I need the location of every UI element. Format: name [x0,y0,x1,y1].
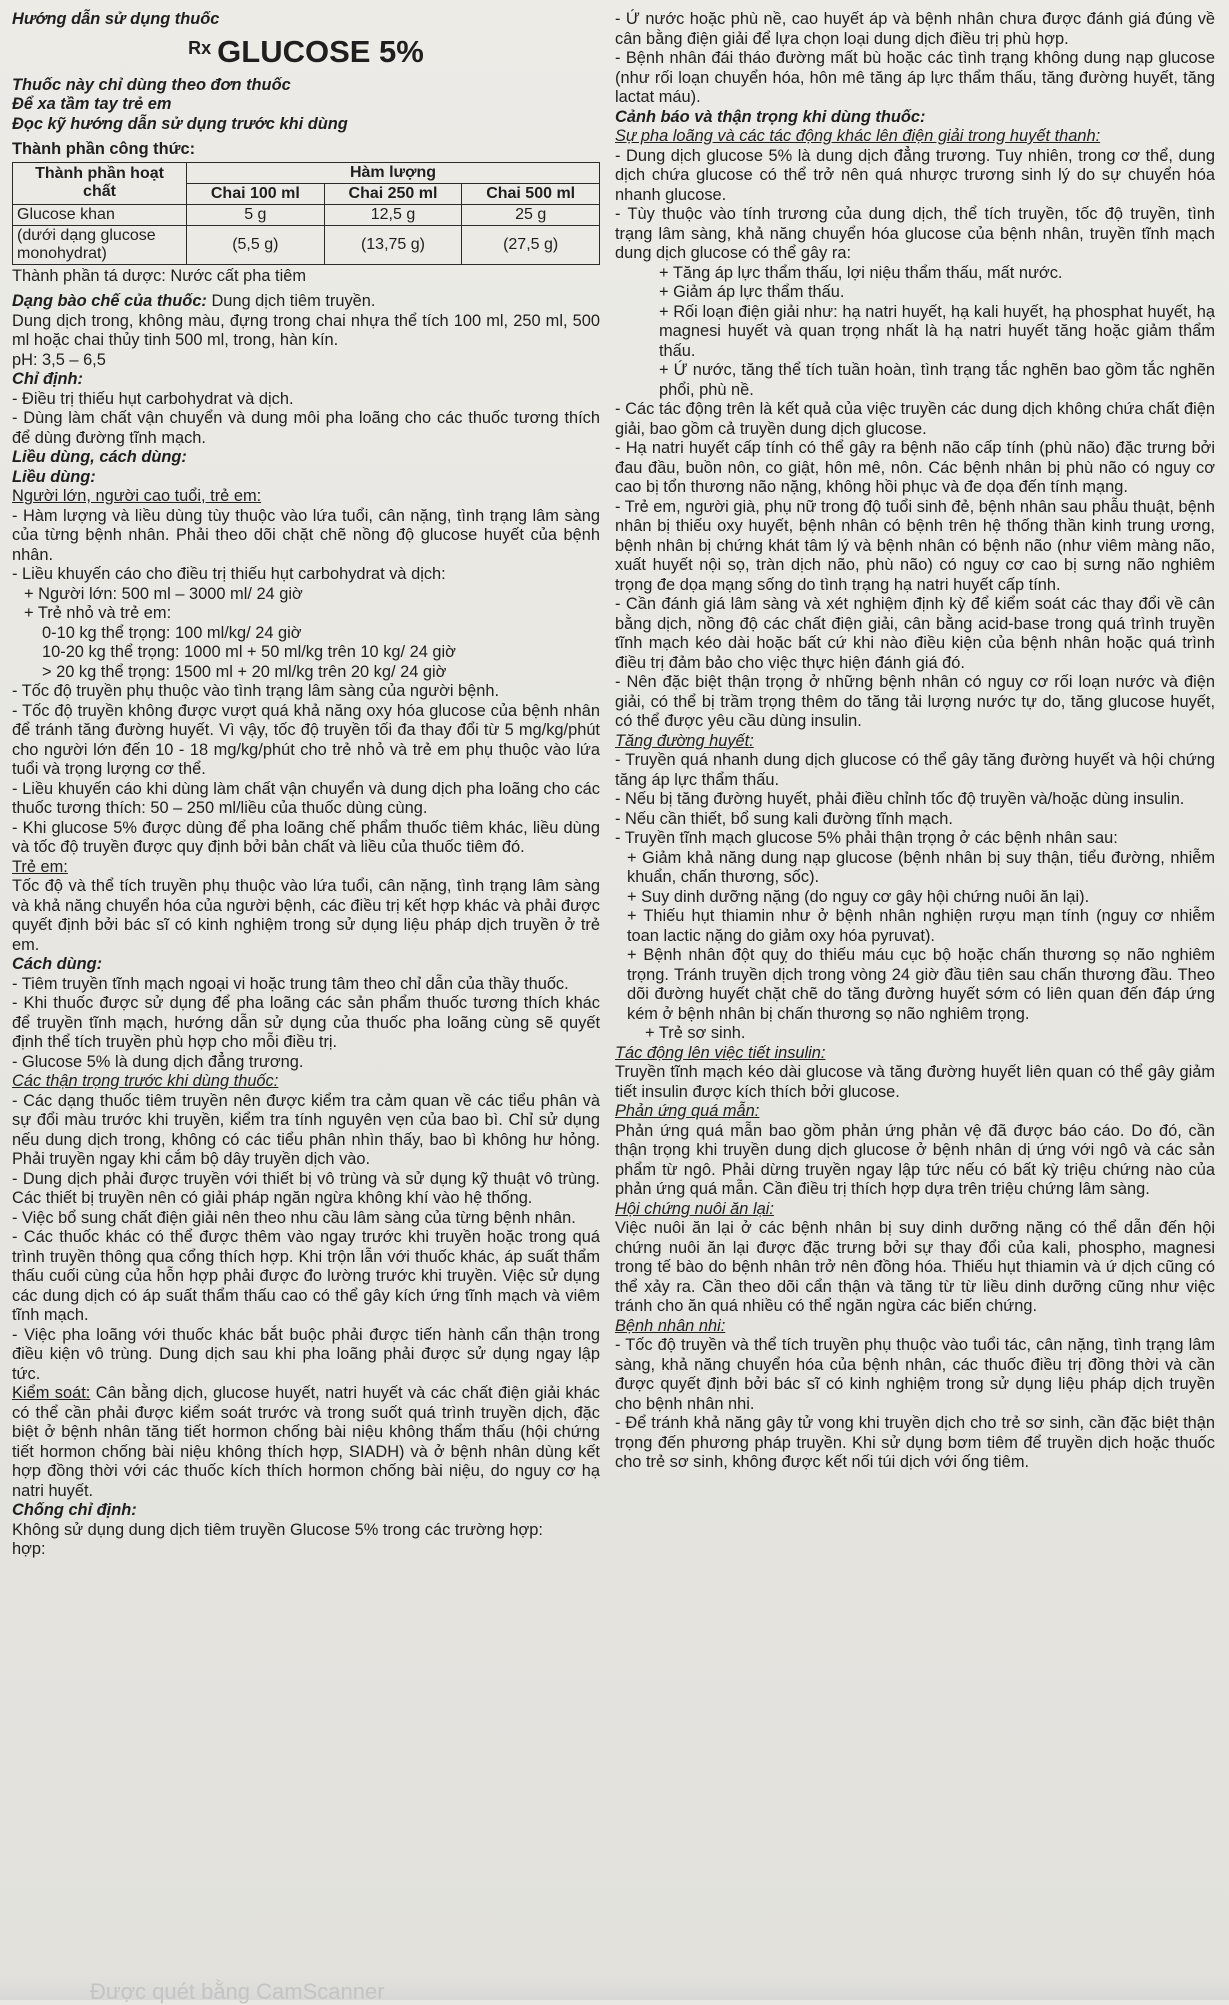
precaution-5: - Việc pha loãng với thuốc khác bắt buộc phải được tiến hành cẩn thận trong điều kiện vô trùng. Dung dịch sau khi pha loãng phải được sử dụng ngay lập tức. [12,1325,600,1383]
hyper-9: + Trẻ sơ sinh. [645,1024,746,1042]
pediatric-heading: Bệnh nhân nhi: [615,1316,726,1335]
scanner-footer [0,1975,1229,2004]
adult-heading: Người lớn, người cao tuổi, trẻ em: [12,487,262,505]
excipient: Thành phần tá dược: Nước cất pha tiêm [12,266,306,285]
admin-heading: Cách dùng: [12,955,103,973]
prescription-warning: Thuốc này chỉ dùng theo đơn thuốc [12,75,291,94]
cut-label: hợp: [12,1540,46,1558]
pediatric-1: - Tốc độ truyền và thể tích truyền phụ thuộc vào tuổi tác, cân nặng, tình trạng lâm sàng, khả năng chuyển hóa của bệnh nhân, các thuốc điều trị đồng thời và cần được quyết định bởi bác sĩ có kinh nghiệm trong sử dụng liệu pháp dịch truyền cho bệnh nhân nhi. [615,1336,1215,1413]
precaution-heading: Các thận trọng trước khi dùng thuốc: [12,1072,279,1090]
contra-2: - Bệnh nhân đái tháo đường mất bù hoặc các tình trạng không dung nạp glucose (như rối loạn chuyển hóa, hôn mê tăng áp lực thẩm thấu, tăng đường huyết, tăng lactat máu). [615,49,1215,106]
indication-2: - Dùng làm chất vận chuyển và dung môi pha loãng cho các thuốc tương thích để dùng đường tĩnh mạch. [12,409,600,447]
precaution-4: - Các thuốc khác có thể được thêm vào ngay trước khi truyền hoặc trong quá trình truyền thông qua cổng thích hợp. Khi trộn lẫn với thuốc khác, áp suất thẩm thấu cuối cùng của hỗn hợp phải được đo lường trước khi truyền. Việc sử dụng các dung dịch có áp suất thẩm thấu cao có thể gây kích ứng tĩnh mạch và viêm tĩnh mạch. [12,1228,600,1324]
table-row [13,225,600,264]
insulin-text: Truyền tĩnh mạch kéo dài glucose và tăng đường huyết liên quan có thể gây giảm tiết insulin được kích thích bởi glucose. [615,1063,1215,1101]
warn-3: + Tăng áp lực thẩm thấu, lợi niệu thẩm thấu, mất nước. [659,263,1063,282]
control-text: Cân bằng dịch, glucose huyết, natri huyết và các chất điện giải khác có thể cần phải được kiểm soát trước và trong suốt quá trình truyền dịch, đặc biệt ở bệnh nhân tăng tiết hormon chống bài niệu không thẩm thấu (hội chứng tiết hormon chống bài niệu không thích hợp, SIADH) và ở bệnh nhân dùng kết hợp đồng thời với các thuốc kích thích hormon chống bài niệu, do nguy cơ hạ natri huyết. [12,1384,601,1500]
warning-heading: Cảnh báo và thận trọng khi dùng thuốc: [615,107,926,126]
admin-2: - Khi thuốc được sử dụng để pha loãng các sản phẩm thuốc tương thích khác để truyền tĩnh mạch, hướng dẫn sử dụng của thuốc pha loãng cùng sẽ quyết định thể tích truyền phù hợp cho mỗi điều trị. [12,994,600,1051]
precaution-2: - Dung dịch phải được truyền với thiết bị vô trùng và sử dụng kỹ thuật vô trùng. Các thiết bị truyền nên có giải pháp ngăn ngừa không khí vào hệ thống. [12,1169,600,1207]
admin-1: - Tiêm truyền tĩnh mạch ngoại vi hoặc trung tâm theo chỉ dẫn của thầy thuốc. [12,974,569,993]
hyper-2: - Nếu bị tăng đường huyết, phải điều chỉnh tốc độ truyền và/hoặc dùng insulin. [615,790,1185,808]
ph: pH: 3,5 – 6,5 [12,350,106,369]
dosage-form [12,292,600,312]
hyper-4: - Truyền tĩnh mạch glucose 5% phải thận trọng ở các bệnh nhân sau: [615,829,1118,847]
hyper-5: + Giảm khả năng dung nạp glucose (bệnh nhân bị suy thận, tiểu đường, nhiễm khuẩn, chấn thương, sốc). [627,848,1215,886]
warn-11: - Nên đặc biệt thận trọng ở những bệnh nhân có nguy cơ rối loạn nước và điện giải, có thể bị trầm trọng thêm do tăng tải lượng nước tự do, tăng glucose huyết, có thể được yêu cầu dùng insulin. [615,673,1215,730]
warn-2: - Tùy thuộc vào tính trương của dung dịch, thể tích truyền, tốc độ truyền, tình trạng lâm sàng, khả năng chuyển hóa glucose của bệnh nhân, truyền tĩnh mạch dung dịch glucose có thể gây ra: [615,205,1215,262]
read-warning: Đọc kỹ hướng dẫn sử dụng trước khi dùng [12,114,348,133]
cell: 12,5 g [324,204,462,225]
cell: 5 g [187,204,325,225]
dose-2: - Liều khuyến cáo cho điều trị thiếu hụt carbohydrat và dịch: [12,565,446,583]
hyper-8: + Bệnh nhân đột quỵ do thiếu máu cục bộ hoặc chấn thương sọ não nghiêm trọng. Tránh truyền dịch trong vòng 24 giờ đầu tiên sau chấn thương đầu. Theo dõi đường huyết chặt chẽ do tăng đường huyết sớm có liên quan đến đáp ứng kém ở bệnh nhân bị chấn thương sọ não nghiêm trọng. [627,946,1215,1023]
refeeding-text: Việc nuôi ăn lại ở các bệnh nhân bị suy dinh dưỡng nặng có thể dẫn đến hội chứng nuôi ăn lại được đặc trưng bởi sự thay đổi của kali, phospho, magnesi trong tế bào do bệnh nhân trở nên đồng hóa. Thiếu hụt thiamin và ứ dịch cũng có thể xảy ra. Cần theo dõi cẩn thận và tăng từ từ liều dinh dưỡng cũng như việc tránh cho ăn quá nhiều có thể ngăn ngừa các biến chứng. [615,1219,1215,1315]
table-row [13,204,600,225]
cell: 25 g [462,204,600,225]
hyperglycemia-heading: Tăng đường huyết: [615,731,754,750]
dose-heading: Liều dùng: [12,467,96,486]
contra-1: - Ứ nước hoặc phù nề, cao huyết áp và bệnh nhân chưa được đánh giá đúng về cân bằng điện giải để lựa chọn loại dung dịch điều trị phù hợp. [615,10,1215,48]
control-label: Kiểm soát: [12,1384,91,1402]
warn-7: - Các tác động trên là kết quả của việc truyền các dung dịch không chứa chất điện giải, bao gồm cả truyền dung dịch glucose. [615,400,1215,438]
refeeding-heading: Hội chứng nuôi ăn lại: [615,1199,774,1218]
dose-7: > 20 kg thể trọng: 1500 ml + 20 ml/kg trên 20 kg/ 24 giờ [42,662,447,681]
dose-1: - Hàm lượng và liều dùng tùy thuộc vào lứa tuổi, cân nặng, tình trạng lâm sàng của từng bệnh nhân. Phải theo dõi chặt chẽ nồng độ glucose huyết của bệnh nhân. [12,506,600,564]
right-column [615,10,1215,1473]
child-heading: Trẻ em: [12,857,68,876]
product-name: GLUCOSE 5% [217,33,424,69]
cell: (13,75 g) [324,225,462,264]
warn-8: - Hạ natri huyết cấp tính có thể gây ra bệnh não cấp tính (phù não) đặc trưng bởi đau đầu, buồn nôn, co giật, hôn mê, nôn. Các bệnh nhân bị phù não có nguy cơ cao bị tổn thương não nặng, không hồi phục và đe dọa đến tính mạng. [615,439,1215,496]
warn-1: - Dung dịch glucose 5% là dung dịch đẳng trương. Tuy nhiên, trong cơ thể, dung dịch chứa glucose có thể trở nên quá nhược trương sinh lý do sự chuyển hóa nhanh glucose. [615,146,1215,204]
contraindication-text: Không sử dụng dung dịch tiêm truyền Glucose 5% trong các trường hợp: [12,1520,543,1539]
col-content: Hàm lượng [187,162,600,183]
dose-9: - Tốc độ truyền không được vượt quá khả năng oxy hóa glucose của bệnh nhân để tránh tăng đường huyết. Vì vậy, tốc độ truyền tối đa thay đổi từ 5 mg/kg/phút cho người lớn đến 10 - 18 mg/kg/phút cho trẻ nhỏ và trẻ em phụ thuộc vào lứa tuổi và trọng lượng cơ thể. [12,701,600,778]
admin-3: - Glucose 5% là dung dịch đẳng trương. [12,1052,304,1071]
dilution-heading: Sự pha loãng và các tác động khác lên điện giải trong huyết thanh: [615,127,1101,145]
left-column [12,10,600,1560]
rx-symbol: Rx [188,37,212,58]
dose-3: + Người lớn: 500 ml – 3000 ml/ 24 giờ [24,584,303,603]
warn-6: + Ứ nước, tăng thể tích tuần hoàn, tình trạng tắc nghẽn bao gồm tắc nghẽn phổi, phù nề. [659,361,1215,399]
dose-4: + Trẻ nhỏ và trẻ em: [24,604,172,622]
hyper-3: - Nếu cần thiết, bổ sung kali đường tĩnh mạch. [615,809,953,828]
child-text: Tốc độ và thể tích truyền phụ thuộc vào lứa tuổi, cân nặng, tình trạng lâm sàng và khả năng chuyển hóa của người bệnh, các điều trị kết hợp khác và phải được quyết định bởi bác sĩ có kinh nghiệm trong sử dụng liệu pháp dịch truyền ở trẻ em. [12,877,600,954]
dose-8: - Tốc độ truyền phụ thuộc vào tình trạng lâm sàng của người bệnh. [12,682,500,700]
control [12,1384,600,1501]
col-500: Chai 500 ml [462,183,600,204]
product-title [12,34,600,70]
hypersensitivity-text: Phản ứng quá mẫn bao gồm phản ứng phản vệ đã được báo cáo. Do đó, cần thận trọng khi truyền dung dịch glucose ở bệnh nhân dị ứng với ngô và các sản phẩm từ ngô. Phải dừng truyền ngay lập tức nếu có bất kỳ triệu chứng nào của phản ứng quá mẫn. Cần điều trị thích hợp dựa trên triệu chứng lâm sàng. [615,1121,1215,1198]
col-ingredient: Thành phần hoạt chất [13,162,187,204]
hyper-6: + Suy dinh dưỡng nặng (do nguy cơ gây hội chứng nuôi ăn lại). [627,887,1090,906]
warn-5: + Rối loạn điện giải như: hạ natri huyết, hạ kali huyết, hạ phosphat huyết, hạ magnesi huyết và quan trọng nhất là hạ natri huyết tăng hoặc giảm thẩm thấu. [659,302,1215,360]
col-250: Chai 250 ml [324,183,462,204]
dose-10: - Liều khuyến cáo khi dùng làm chất vận chuyển và dung dịch pha loãng cho các thuốc tương thích: 50 – 250 ml/liều của thuốc dùng cùng. [12,779,600,817]
dosage-form-label: Dạng bào chế của thuốc: [12,292,207,310]
warn-10: - Cần đánh giá lâm sàng và xét nghiệm định kỳ để kiểm soát các thay đổi về cân bằng dịch, nồng độ các chất điện giải, cân bằng acid-base trong quá trình truyền tĩnh mạch kéo dài hoặc bất cứ khi nào điều kiện của bệnh nhân hoặc quá trình điều trị đảm bảo cho việc thực hiện đánh giá đó. [615,595,1215,672]
dosage-form-text: Dung dịch tiêm truyền. [206,292,376,310]
hyper-7: + Thiếu hụt thiamin như ở bệnh nhân nghiện rượu mạn tính (nguy cơ nhiễm toan lactic nặng do giảm oxy hóa pyruvat). [627,907,1215,945]
warn-4: + Giảm áp lực thẩm thấu. [659,283,845,301]
hypersensitivity-heading: Phản ứng quá mẫn: [615,1102,760,1120]
dose-11: - Khi glucose 5% được dùng để pha loãng chế phẩm thuốc tiêm khác, liều dùng và tốc độ truyền được quy định bởi bản chất và liều của thuốc tiêm đó. [12,818,600,856]
cell: Glucose khan [13,204,187,225]
composition-heading: Thành phần công thức: [12,140,196,158]
hyper-1: - Truyền quá nhanh dung dịch glucose có thể gây tăng đường huyết và hội chứng tăng áp lực thẩm thấu. [615,751,1215,789]
indication-1: - Điều trị thiếu hụt carbohydrat và dịch. [12,389,294,408]
guide-title: Hướng dẫn sử dụng thuốc [12,10,220,28]
children-warning: Để xa tầm tay trẻ em [12,95,172,113]
indication-heading: Chỉ định: [12,370,84,388]
pediatric-2: - Để tránh khả năng gây tử vong khi truyền dịch cho trẻ sơ sinh, cần đặc biệt thận trọng đến phương pháp truyền. Khi sử dụng bơm tiêm để truyền dịch hoặc thuốc cho trẻ sơ sinh, không được kết nối túi dịch với ống tiêm. [615,1414,1215,1471]
scanner-watermark: Được quét bằng CamScanner [90,1979,385,2004]
precaution-1: - Các dạng thuốc tiêm truyền nên được kiểm tra cảm quan về các tiểu phân và sự đổi màu trước khi truyền, kiểm tra tính nguyên vẹn của bao bì. Chỉ sử dụng nếu dung dịch trong, không có các tiểu phân nhìn thấy, bao bì không hư hỏng. Phải truyền ngay khi cắm bộ dây truyền dịch vào. [12,1091,600,1168]
insulin-heading: Tác động lên việc tiết insulin: [615,1043,826,1062]
dosage-heading: Liều dùng, cách dùng: [12,448,187,466]
precaution-3: - Việc bổ sung chất điện giải nên theo nhu cầu lâm sàng của từng bệnh nhân. [12,1208,576,1227]
contraindication-heading: Chống chỉ định: [12,1501,137,1519]
dose-5: 0-10 kg thể trọng: 100 ml/kg/ 24 giờ [42,623,302,642]
cell: (dưới dạng glucose monohydrat) [13,225,187,264]
composition-table [12,162,600,265]
col-100: Chai 100 ml [187,183,325,204]
cell: (5,5 g) [187,225,325,264]
cell: (27,5 g) [462,225,600,264]
dosage-form-desc: Dung dịch trong, không màu, đựng trong chai nhựa thể tích 100 ml, 250 ml, 500 ml hoặc chai thủy tinh 500 ml, trong, hàn kín. [12,311,600,349]
dose-6: 10-20 kg thể trọng: 1000 ml + 50 ml/kg trên 10 kg/ 24 giờ [42,643,456,661]
warn-9: - Trẻ em, người già, phụ nữ trong độ tuổi sinh đẻ, bệnh nhân sau phẫu thuật, bệnh nhân bị thiếu oxy huyết, bệnh nhân có bệnh trên hệ thống thần kinh trung ương, bệnh nhân bị chứng khát tâm lý và bệnh nhân có bệnh não (như viêm màng não, xuất huyết nội sọ, tràn dịch não, phù não) có nguy cơ cao bị sưng não nghiêm trọng đe dọa mạng sống do tình trạng hạ natri huyết cấp tính. [615,497,1215,594]
